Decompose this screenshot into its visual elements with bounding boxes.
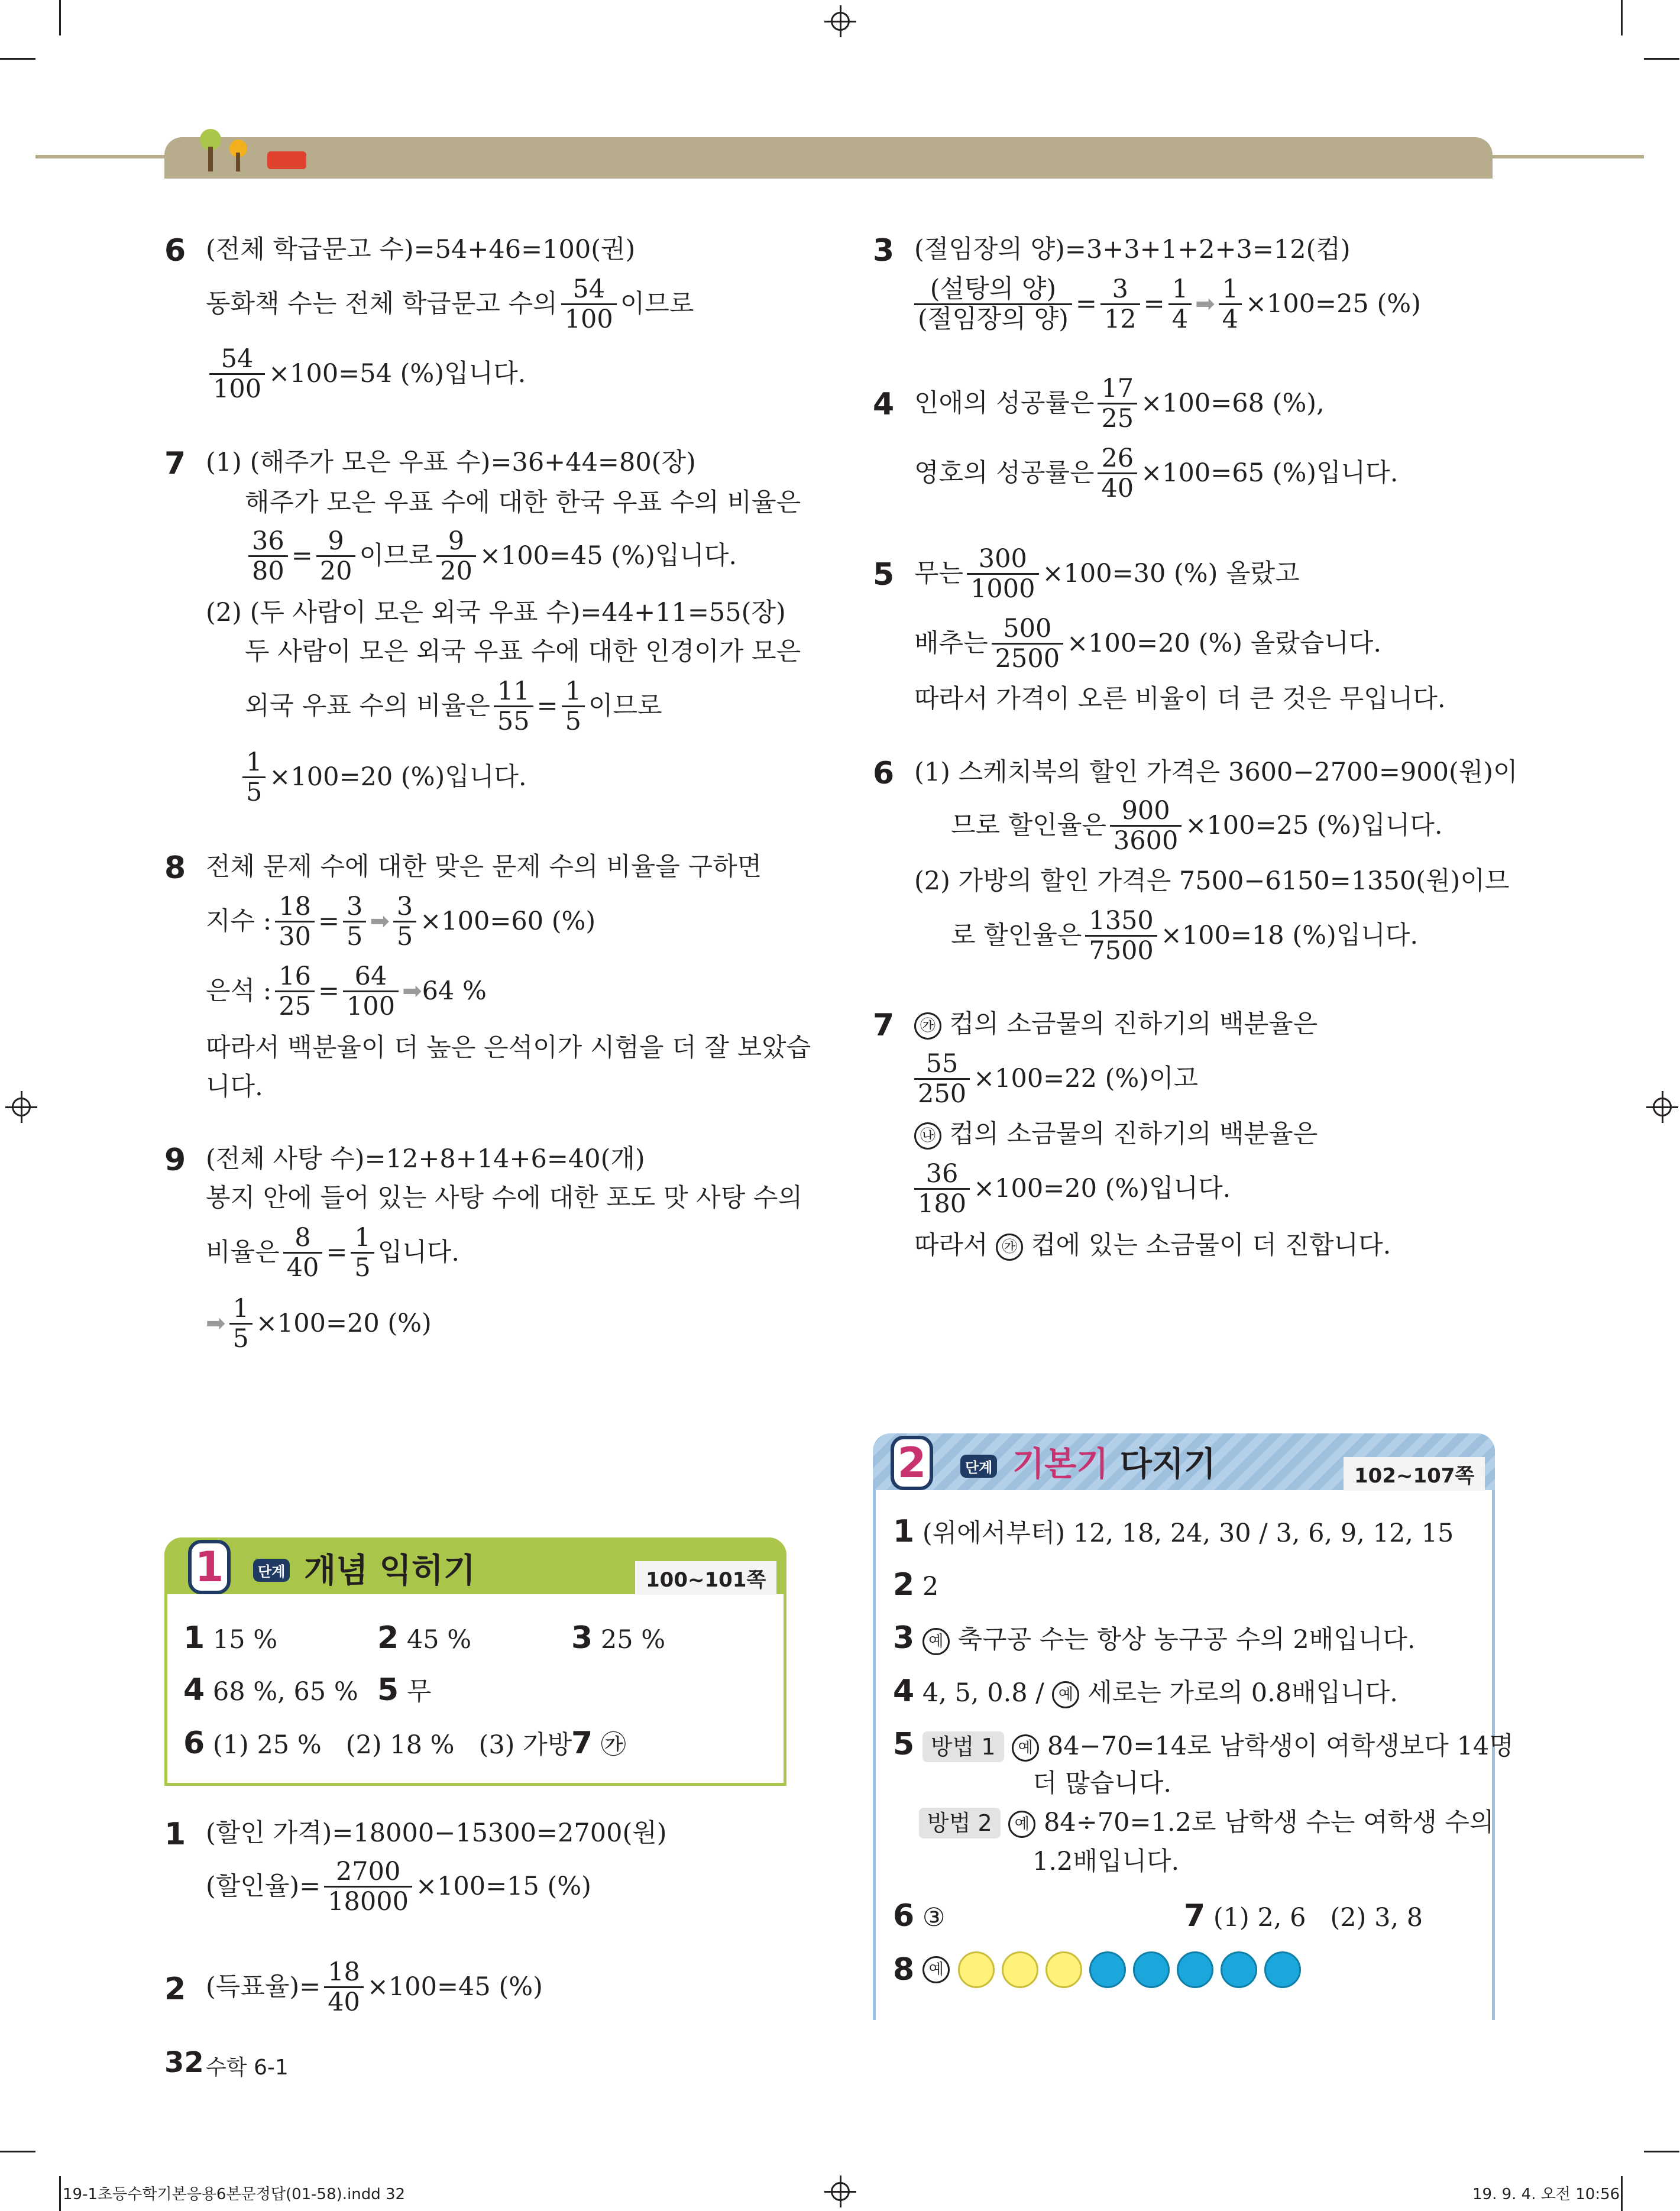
page-range: 102~107쪽 xyxy=(1344,1457,1485,1491)
fraction: $\frac{55}{250}$ xyxy=(914,1050,970,1108)
registration-mark-icon xyxy=(831,12,850,31)
fraction: $\frac{1}{5}$ xyxy=(229,1294,253,1353)
text: 비율은 xyxy=(206,1238,280,1267)
solution-line xyxy=(206,888,595,954)
text: ×100=20 (%)입니다. xyxy=(973,1174,1231,1203)
solution-line: 따라서 백분율이 더 높은 은석이가 시험을 더 잘 보았습 xyxy=(206,1033,811,1063)
solution-line: (1) 스케치북의 할인 가격은 3600−2700=900(원)이 xyxy=(914,757,1518,787)
bead-dot xyxy=(1177,1951,1213,1988)
text: 인애의 성공률은 xyxy=(914,389,1095,418)
answer-number: 8 xyxy=(893,1952,915,1987)
fraction: $\frac{54}{100}$ xyxy=(561,275,617,334)
fraction: $\frac{36}{180}$ xyxy=(914,1160,970,1218)
question-number: 1 xyxy=(164,1817,186,1852)
answer: 4, 5, 0.8 / xyxy=(922,1678,1044,1708)
equals: = xyxy=(536,691,558,721)
bus-icon xyxy=(267,151,306,169)
text: 컵의 소금물의 진하기의 백분율은 xyxy=(949,1119,1318,1149)
solution-line xyxy=(206,1290,432,1357)
text: ×100=20 (%) xyxy=(255,1309,432,1338)
example-badge: 예 xyxy=(922,1628,950,1655)
fraction: $\frac{9}{20}$ xyxy=(316,527,356,585)
circled-na: ㉯ xyxy=(914,1122,941,1150)
crop-mark xyxy=(1644,2151,1679,2152)
question-number: 6 xyxy=(873,756,895,791)
equals: = xyxy=(318,907,339,936)
solution-line xyxy=(914,540,1300,607)
answer: 세로는 가로의 0.8배입니다. xyxy=(1087,1678,1398,1708)
page-number: 32 xyxy=(164,2046,204,2079)
bead-dot xyxy=(1221,1951,1257,1988)
answer-row xyxy=(893,1675,1398,1710)
fraction: $\frac{11}{55}$ xyxy=(494,677,533,736)
answer-row xyxy=(893,1621,1416,1656)
question-number: 5 xyxy=(873,557,895,593)
answer-row xyxy=(571,1621,665,1656)
arrow-right-icon: ➡ xyxy=(1195,290,1215,318)
answer-row xyxy=(1184,1899,1423,1934)
solution-line xyxy=(914,610,1381,676)
crop-mark xyxy=(1644,58,1679,60)
text: 이므로 xyxy=(588,691,662,721)
fraction: $\frac{300}{1000}$ xyxy=(967,545,1038,603)
answer-number: 2 xyxy=(377,1620,399,1656)
answer-number: 5 xyxy=(893,1727,915,1762)
fraction: $\frac{16}{25}$ xyxy=(275,962,315,1021)
example-badge: 예 xyxy=(922,1956,950,1983)
answer-row xyxy=(893,1568,938,1603)
solution-line xyxy=(951,792,1443,859)
answer: (1) 25 % xyxy=(212,1730,322,1760)
text: ×100=20 (%)입니다. xyxy=(269,762,527,792)
print-date: 19. 9. 4. 오전 10:56 xyxy=(1472,2186,1620,2203)
book-title: 수학 6-1 xyxy=(206,2055,289,2080)
fraction: $\frac{26}{40}$ xyxy=(1098,444,1137,503)
answer: 45 % xyxy=(406,1625,472,1655)
fraction: $\frac{18}{30}$ xyxy=(275,892,315,951)
fraction: $\frac{2700}{18000}$ xyxy=(324,1857,412,1916)
solution-line: 해주가 모은 우표 수에 대한 한국 우표 수의 비율은 xyxy=(245,488,801,517)
answer-number: 7 xyxy=(1184,1898,1206,1934)
fraction: $\frac{500}{2500}$ xyxy=(992,614,1063,673)
answer-number: 6 xyxy=(893,1898,915,1934)
section-title xyxy=(1012,1438,1216,1485)
text: 동화책 수는 전체 학급문고 수의 xyxy=(206,289,558,319)
answer: (1) 2, 6 xyxy=(1213,1903,1306,1932)
solution-line: 따라서 가격이 오른 비율이 더 큰 것은 무입니다. xyxy=(914,684,1446,714)
answer-number: 5 xyxy=(377,1672,399,1708)
solution-line xyxy=(914,1118,1318,1151)
crop-mark xyxy=(0,58,35,60)
fraction: $\frac{17}{25}$ xyxy=(1098,374,1137,433)
file-name: 19-1초등수학기본응용6본문정답(01-58).indd 32 xyxy=(63,2186,406,2203)
fraction: $\frac{1}{5}$ xyxy=(562,677,585,736)
solution-line: (전체 사탕 수)=12+8+14+6=40(개) xyxy=(206,1144,645,1174)
text: ×100=25 (%)입니다. xyxy=(1185,811,1443,840)
answer-row xyxy=(571,1727,626,1762)
solution-line xyxy=(914,1008,1318,1041)
solution-line: 봉지 안에 들어 있는 사탕 수에 대한 포도 맛 사탕 수의 xyxy=(206,1183,802,1213)
fraction: $\frac{900}{3600}$ xyxy=(1110,797,1181,855)
crop-mark xyxy=(59,2176,61,2211)
answer-row: 1.2배입니다. xyxy=(1032,1847,1180,1876)
answer: 축구공 수는 항상 농구공 수의 2배입니다. xyxy=(957,1625,1416,1655)
equals: = xyxy=(1075,289,1097,319)
arrow-right-icon: ➡ xyxy=(402,977,422,1005)
answer: (2) 3, 8 xyxy=(1330,1903,1423,1932)
step-number: 1 xyxy=(188,1540,231,1594)
answer-number: 2 xyxy=(893,1567,915,1603)
solution-line: (전체 학급문고 수)=54+46=100(권) xyxy=(206,235,636,264)
text: (득표율)= xyxy=(206,1972,321,2002)
question-number: 8 xyxy=(164,850,186,886)
answer-number: 1 xyxy=(893,1514,915,1549)
solution-line xyxy=(206,1219,459,1286)
answer-number: 4 xyxy=(183,1672,205,1708)
text: 무는 xyxy=(914,559,964,588)
example-badge: 예 xyxy=(1052,1681,1079,1708)
fraction: $\frac{18}{40}$ xyxy=(324,1958,364,2016)
tree-icon xyxy=(236,153,240,171)
answer-number: 3 xyxy=(571,1620,593,1656)
answer: 68 %, 65 % xyxy=(212,1677,358,1707)
answer-row xyxy=(183,1621,775,1656)
text: 따라서 xyxy=(914,1231,988,1260)
solution-line xyxy=(206,271,694,337)
arrow-right-icon: ➡ xyxy=(370,908,390,935)
crop-mark xyxy=(0,2151,35,2152)
answer-row xyxy=(183,1727,572,1762)
solution-line: 니다. xyxy=(206,1072,263,1102)
solution-line: (1) (해주가 모은 우표 수)=36+44=80(장) xyxy=(206,448,696,477)
text: (할인율)= xyxy=(206,1872,321,1901)
text: 영호의 성공률은 xyxy=(914,458,1095,488)
solution-line xyxy=(206,1853,591,1919)
answer-row xyxy=(183,1673,358,1708)
question-number: 7 xyxy=(873,1008,895,1043)
fraction: $\frac{1}{4}$ xyxy=(1168,275,1192,334)
step-number: 2 xyxy=(891,1436,933,1490)
crop-mark xyxy=(1621,2176,1623,2211)
solution-line: (2) 가방의 할인 가격은 7500−6150=1350(원)이므 xyxy=(914,866,1510,896)
text: ×100=25 (%) xyxy=(1245,289,1421,319)
text: ×100=30 (%) 올랐고 xyxy=(1042,559,1300,588)
step-label: 단계 xyxy=(253,1559,290,1582)
answer-number: 3 xyxy=(893,1620,915,1656)
registration-mark-icon xyxy=(1653,1098,1672,1116)
crop-mark xyxy=(1621,0,1623,35)
question-number: 7 xyxy=(164,446,186,481)
fraction: $\frac{\text{(설탕의 양)}}{\text{(절임장의 양)}}$ xyxy=(914,275,1072,334)
fraction: $\frac{1350}{7500}$ xyxy=(1085,907,1157,965)
label: 은석 : xyxy=(206,976,272,1006)
example-badge: 예 xyxy=(1012,1734,1039,1762)
fraction: $\frac{1}{4}$ xyxy=(1219,275,1242,334)
solution-line xyxy=(911,1045,1198,1112)
question-number: 2 xyxy=(164,1972,186,2007)
bead-dot xyxy=(1264,1951,1301,1988)
equals: = xyxy=(318,976,339,1006)
fraction: $\frac{1}{5}$ xyxy=(242,748,266,807)
text: ×100=60 (%) xyxy=(420,907,596,936)
header-tab xyxy=(164,137,1493,179)
text: ×100=45 (%) xyxy=(367,1972,543,2002)
answer-row xyxy=(893,1728,1514,1763)
equals: = xyxy=(291,541,313,571)
fraction: $\frac{1}{5}$ xyxy=(351,1223,374,1282)
solution-line xyxy=(206,958,487,1024)
bead-dot xyxy=(958,1951,995,1988)
answer-row xyxy=(377,1673,431,1708)
question-number: 6 xyxy=(164,233,186,268)
text: 컵에 있는 소금물이 더 진합니다. xyxy=(1031,1231,1391,1260)
solution-line: 두 사람이 모은 외국 우표 수에 대한 인경이가 모은 xyxy=(245,637,801,666)
page-range: 100~101쪽 xyxy=(635,1561,776,1595)
solution-line xyxy=(914,440,1398,506)
fraction: $\frac{64}{100}$ xyxy=(343,962,399,1021)
answer-row xyxy=(377,1621,471,1656)
text: ×100=65 (%)입니다. xyxy=(1141,458,1399,488)
answer-number: 1 xyxy=(183,1620,205,1656)
answer: ③ xyxy=(922,1903,946,1932)
answer: 무 xyxy=(406,1677,432,1707)
fraction: $\frac{54}{100}$ xyxy=(209,345,265,403)
text: ×100=54 (%)입니다. xyxy=(268,359,526,389)
answer-row xyxy=(893,1515,1454,1550)
bead-dot xyxy=(1133,1951,1170,1988)
text: ×100=22 (%)이고 xyxy=(973,1064,1199,1093)
answer: ㉮ xyxy=(600,1730,626,1760)
section-title: 개념 익히기 xyxy=(304,1552,475,1590)
answer-row xyxy=(893,1899,945,1934)
fraction: $\frac{3}{5}$ xyxy=(393,892,416,951)
fraction: $\frac{3}{12}$ xyxy=(1100,275,1140,334)
equals: = xyxy=(326,1238,348,1267)
answer-number: 4 xyxy=(893,1673,915,1709)
text: ×100=20 (%) 올랐습니다. xyxy=(1067,629,1382,658)
answer: 15 % xyxy=(212,1625,278,1655)
solution-line xyxy=(914,1229,1391,1262)
text: 이므로 xyxy=(359,541,433,571)
solution-line: (절임장의 양)=3+3+1+2+3=12(컵) xyxy=(914,235,1351,264)
label: 지수 : xyxy=(206,907,272,936)
text: 므로 할인율은 xyxy=(951,811,1106,840)
text: 64 % xyxy=(422,976,487,1006)
text: 컵의 소금물의 진하기의 백분율은 xyxy=(949,1009,1318,1039)
solution-line xyxy=(245,673,662,739)
bead-dot xyxy=(1045,1951,1082,1988)
answer-row xyxy=(919,1806,1494,1839)
solution-line xyxy=(951,902,1418,969)
text: 이므로 xyxy=(620,289,694,319)
answer: 84÷70=1.2로 남학생 수는 여학생 수의 xyxy=(1044,1808,1494,1837)
fraction: $\frac{3}{5}$ xyxy=(343,892,366,951)
tree-icon xyxy=(208,147,213,171)
solution-line xyxy=(911,1155,1231,1222)
text: ×100=45 (%)입니다. xyxy=(479,541,737,571)
answer-row xyxy=(893,1951,1308,1988)
equals: = xyxy=(1143,289,1165,319)
solution-line xyxy=(911,271,1421,337)
title-part: 다지기 xyxy=(1119,1445,1216,1484)
solution-line xyxy=(245,523,737,589)
answer: 84−70=14로 남학생이 여학생보다 14명 xyxy=(1047,1731,1514,1761)
answer-number: 6 xyxy=(183,1726,205,1761)
fraction: $\frac{36}{80}$ xyxy=(248,527,288,585)
question-number: 3 xyxy=(873,233,895,268)
text: 외국 우표 수의 비율은 xyxy=(245,691,490,721)
circled-ga: ㉮ xyxy=(996,1234,1023,1261)
answer-row: 더 많습니다. xyxy=(1032,1769,1172,1798)
solution-line xyxy=(914,370,1325,436)
solution-line xyxy=(206,1954,543,2020)
text: ×100=18 (%)입니다. xyxy=(1160,921,1419,950)
text: 입니다. xyxy=(377,1238,460,1267)
method-label: 방법 2 xyxy=(919,1808,1001,1838)
answer: (3) 가방 xyxy=(478,1730,572,1760)
answer: 25 % xyxy=(600,1625,666,1655)
fraction: $\frac{8}{40}$ xyxy=(283,1223,323,1282)
answer: (2) 18 % xyxy=(345,1730,455,1760)
solution-line: (할인 가격)=18000−15300=2700(원) xyxy=(206,1818,667,1848)
example-badge: 예 xyxy=(1008,1811,1035,1838)
step-label: 단계 xyxy=(960,1455,997,1478)
solution-line xyxy=(206,341,526,407)
question-number: 4 xyxy=(873,387,895,422)
solution-line: 전체 문제 수에 대한 맞은 문제 수의 비율을 구하면 xyxy=(206,852,762,882)
question-number: 9 xyxy=(164,1142,186,1178)
arrow-right-icon: ➡ xyxy=(206,1310,226,1337)
circled-ga: ㉮ xyxy=(914,1012,941,1040)
registration-mark-icon xyxy=(12,1098,31,1116)
text: ×100=15 (%) xyxy=(416,1872,591,1901)
title-part: 기본기 xyxy=(1012,1445,1109,1484)
bead-pattern xyxy=(958,1951,1308,1988)
text: 배추는 xyxy=(914,629,988,658)
crop-mark xyxy=(59,0,61,35)
registration-mark-icon xyxy=(831,2182,850,2201)
solution-line xyxy=(239,744,527,810)
text: 로 할인율은 xyxy=(951,921,1082,950)
method-label: 방법 1 xyxy=(922,1731,1004,1762)
fraction: $\frac{9}{20}$ xyxy=(436,527,476,585)
bead-dot xyxy=(1002,1951,1038,1988)
text: ×100=68 (%), xyxy=(1141,389,1325,418)
answer: (위에서부터) 12, 18, 24, 30 / 3, 6, 9, 12, 15 xyxy=(922,1519,1454,1548)
solution-line: (2) (두 사람이 모은 외국 우표 수)=44+11=55(장) xyxy=(206,598,786,627)
bead-dot xyxy=(1089,1951,1126,1988)
answer-number: 7 xyxy=(571,1726,593,1761)
answer: 2 xyxy=(922,1572,939,1601)
